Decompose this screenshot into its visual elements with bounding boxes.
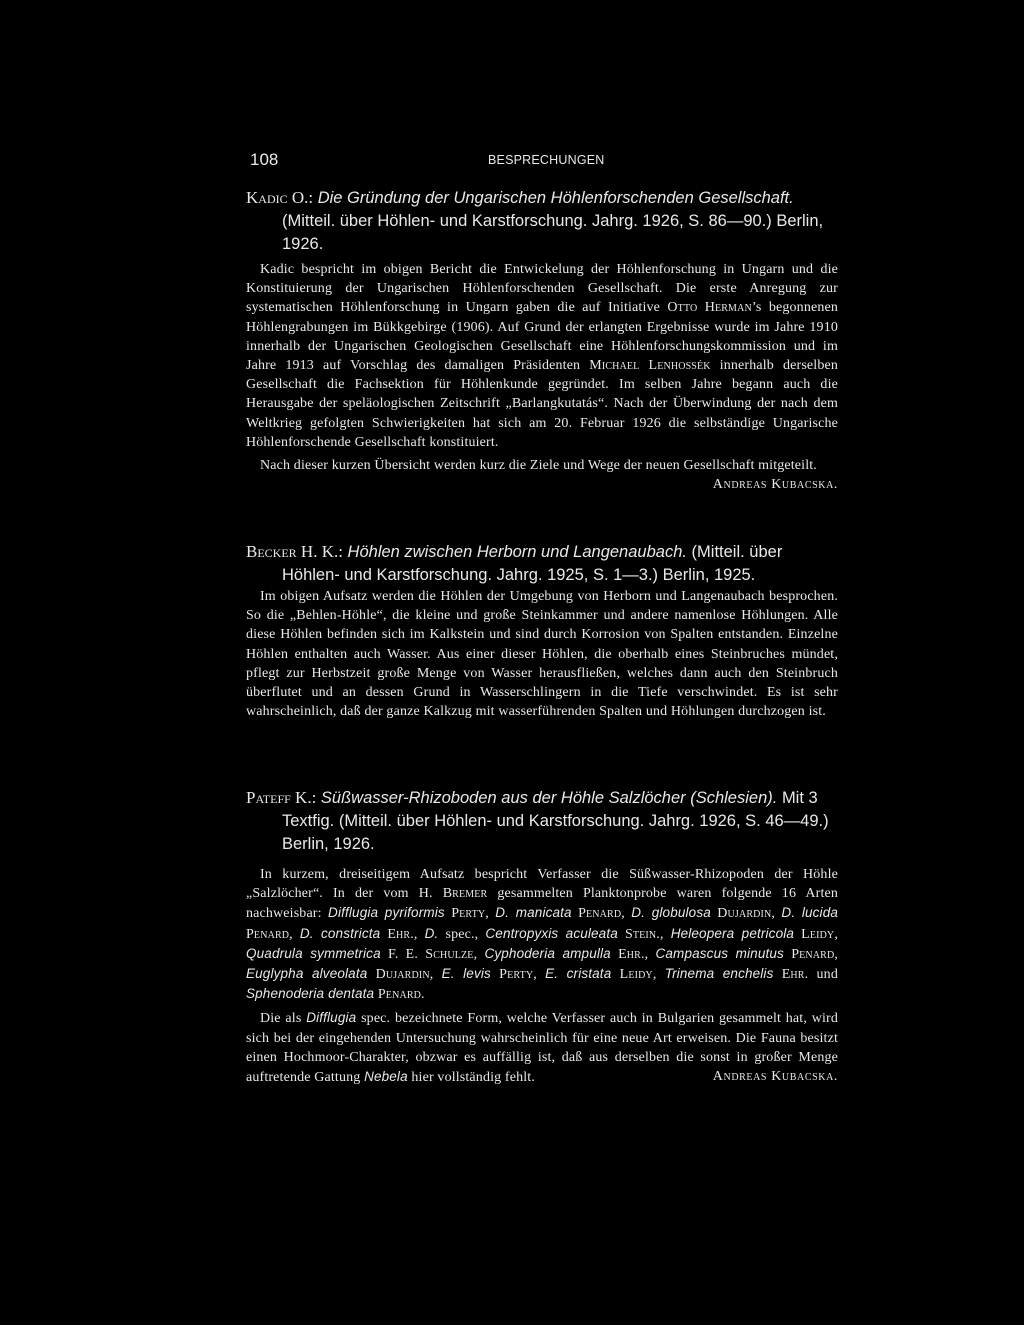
separator: , <box>289 926 300 942</box>
review-kadic <box>246 186 838 494</box>
taxon-name: E. levis <box>441 966 491 982</box>
review-author: Pateff K.: <box>246 788 317 807</box>
person-name: Michael Lenhossék <box>589 358 711 374</box>
review-paragraph <box>246 456 838 493</box>
text-run: ’s begonnenen Höhlengrabungen im Bükkgebirge (1906). Auf Grund der erlangten Ergebnisse wurde im Jahre 1910 innerhalb der Ungarischen Geologischen Gesellschaft eine Höhlenforschungskommission und im Jahre 1913 auf Vorschlag des damaligen Präsidenten <box>246 300 839 374</box>
separator: , <box>474 926 486 942</box>
review-paragraph <box>246 587 838 721</box>
separator: . <box>421 987 425 1003</box>
separator: , <box>429 967 442 983</box>
taxon-authority: Penard <box>377 987 422 1003</box>
taxon-authority: spec. <box>445 926 475 942</box>
text-run: spec. bezeichnete Form, welche Verfasser auch in Bulgarien gesammelt hat, wird sich bei der eingehenden Untersuchung wahrscheinlich für eine neue Art erweisen. Die Fauna besitzt einen Hochmoor-Charakter, obzwar es auffällig ist, daß aus derselben die sonst in großer Menge auftretende Gattung <box>246 1011 838 1086</box>
taxon-name: Cyphoderia ampulla <box>484 945 611 961</box>
taxon-name: Nebela <box>364 1069 408 1085</box>
taxon-name: Euglypha alveolata <box>246 966 368 982</box>
separator: , <box>834 946 838 962</box>
review-pateff <box>246 786 838 1087</box>
separator: , <box>644 946 656 962</box>
taxon-authority: Perty <box>499 967 534 983</box>
taxon-name: Sphenoderia dentata <box>246 986 375 1002</box>
separator: , <box>533 967 546 983</box>
review-author: Kadic O.: <box>246 188 314 207</box>
text-run: Kadic bespricht im obigen Bericht die Entwickelung der Höhlenforschung in Ungarn und die Konstituierung der Ungarischen Höhlenforschenden Gesellschaft. Die erste Anregung zur systematischen Höhlenforschung in Ungarn gaben die auf Initiative <box>246 262 838 316</box>
separator: , <box>473 946 485 962</box>
taxon-name: Difflugia <box>306 1010 357 1026</box>
review-paragraph <box>246 260 838 452</box>
review-paragraph <box>246 865 838 1004</box>
taxon-name: D. lucida <box>781 905 839 921</box>
page-header <box>250 150 840 174</box>
taxon-authority: Ehr. <box>781 967 809 983</box>
taxon-authority: Perty <box>451 906 486 922</box>
text-run: In kurzem, dreiseitigem Aufsatz bespricht Verfasser die Süßwasser-Rhizopoden der Höhle „Salzlöcher“. In der vom H. <box>246 867 838 902</box>
person-name: Bremer <box>442 886 488 902</box>
taxon-name: D. constricta <box>299 925 381 941</box>
taxon-authority: Penard <box>578 906 622 922</box>
separator: , <box>413 926 425 942</box>
text-run: hier vollständig fehlt. <box>407 1070 535 1086</box>
review-title: Höhlen zwischen Herborn und Langenaubach. <box>347 543 687 561</box>
taxon-name: Campascus minutus <box>655 945 784 961</box>
taxon-authority: Stein <box>624 926 657 942</box>
review-signature: Andreas Kubacska. <box>712 477 838 493</box>
taxon-authority: Penard <box>246 926 290 942</box>
text-run: Nach dieser kurzen Übersicht werden kurz die Ziele und Wege der neuen Gesellschaft mitgeteilt. <box>260 458 817 474</box>
taxon-name: Centropyxis aculeata <box>485 925 618 941</box>
separator: , <box>621 906 632 922</box>
species-list <box>246 906 838 1002</box>
review-paragraph <box>246 1008 838 1087</box>
review-source: Mit 3 Textfig. (Mitteil. über Höhlen- und Karstforschung. Jahrg. 1926, S. 46—49.) Berlin, 1926. <box>282 789 829 853</box>
taxon-authority: Ehr. <box>618 946 645 962</box>
taxon-authority: Ehr. <box>387 926 414 942</box>
separator: , <box>834 926 838 942</box>
separator: und <box>808 967 838 983</box>
running-head: BESPRECHUNGEN <box>488 153 605 167</box>
text-run: Die als <box>260 1011 307 1027</box>
taxon-name: D. <box>424 925 439 941</box>
taxon-authority: Leidy <box>801 926 835 942</box>
separator: , <box>485 906 496 922</box>
review-author: Becker H. K.: <box>246 542 343 561</box>
review-citation <box>246 186 838 256</box>
taxon-name: Heleopera petricola <box>670 925 795 941</box>
review-citation <box>246 540 838 587</box>
taxon-name: Quadrula symmetrica <box>246 945 381 961</box>
taxon-name: E. cristata <box>545 966 612 982</box>
taxon-name: D. globulosa <box>631 905 711 921</box>
taxon-authority: F. E. Schulze <box>387 946 474 962</box>
text-run: gesammelten Planktonprobe waren folgende 16 Arten nachweisbar: <box>246 886 838 922</box>
review-title: Die Gründung der Ungarischen Höhlenforschenden Gesellschaft. <box>317 189 794 207</box>
separator: , <box>652 967 665 983</box>
taxon-authority: Penard <box>791 946 835 962</box>
person-name: Otto Herman <box>667 300 752 316</box>
separator: ., <box>656 926 671 942</box>
review-signature: Andreas Kubacska. <box>712 1069 838 1085</box>
review-source: (Mitteil. über Höhlen- und Karstforschung. Jahrg. 1926, S. 86—90.) Berlin, 1926. <box>282 212 824 253</box>
separator: , <box>771 906 782 922</box>
review-citation <box>246 786 838 856</box>
text-run: Im obigen Aufsatz werden die Höhlen der Umgebung von Herborn und Langenaubach besprochen. So die „Behlen-Höhle“, die kleine und große Steinkammer und andere namenlose Höhlungen. Alle diese Höhlen befinden sich im Kalkstein und sind durch Korrosion von Spalten entstanden. Einzelne Höhlen enthalten auch Wasser. Aus einer dieser Höhlen, die oberhalb eines Steinbruches mündet, pflegt zur Herbstzeit große Menge von Wasser herausfließen, welches dann auch den Steinbruch überflutet und an dessen Grund in Wasserschlingern in die Tiefe verschwindet. Es ist sehr wahrscheinlich, daß der ganze Kalkzug mit wasserführenden Spalten und Höhlungen durchzogen ist. <box>246 589 838 720</box>
text-run: innerhalb derselben Gesellschaft die Fachsektion für Höhlenkunde gegründet. Im selben Jahre begann auch die Herausgabe der speläologischen Zeitschrift „Barlangkutatás“. Nach der Überwindung der nach dem Weltkrieg gefolgten Schwierigkeiten hat sich am 20. Februar 1926 die selbständige Ungarische Höhlenforschende Gesellschaft konstituiert. <box>246 358 838 450</box>
taxon-name: Trinema enchelis <box>664 966 774 982</box>
taxon-name: D. manicata <box>495 905 572 921</box>
taxon-authority: Dujardin <box>375 967 430 983</box>
review-title: Süßwasser-Rhizoboden aus der Höhle Salzlöcher (Schlesien). <box>320 789 778 807</box>
taxon-name: Difflugia pyriformis <box>328 905 445 921</box>
review-source: (Mitteil. über Höhlen- und Karstforschung. Jahrg. 1925, S. 1—3.) Berlin, 1925. <box>282 543 783 584</box>
taxon-authority: Leidy <box>619 967 653 983</box>
review-becker <box>246 540 838 721</box>
taxon-authority: Dujardin <box>717 906 772 922</box>
page-number: 108 <box>250 150 279 169</box>
